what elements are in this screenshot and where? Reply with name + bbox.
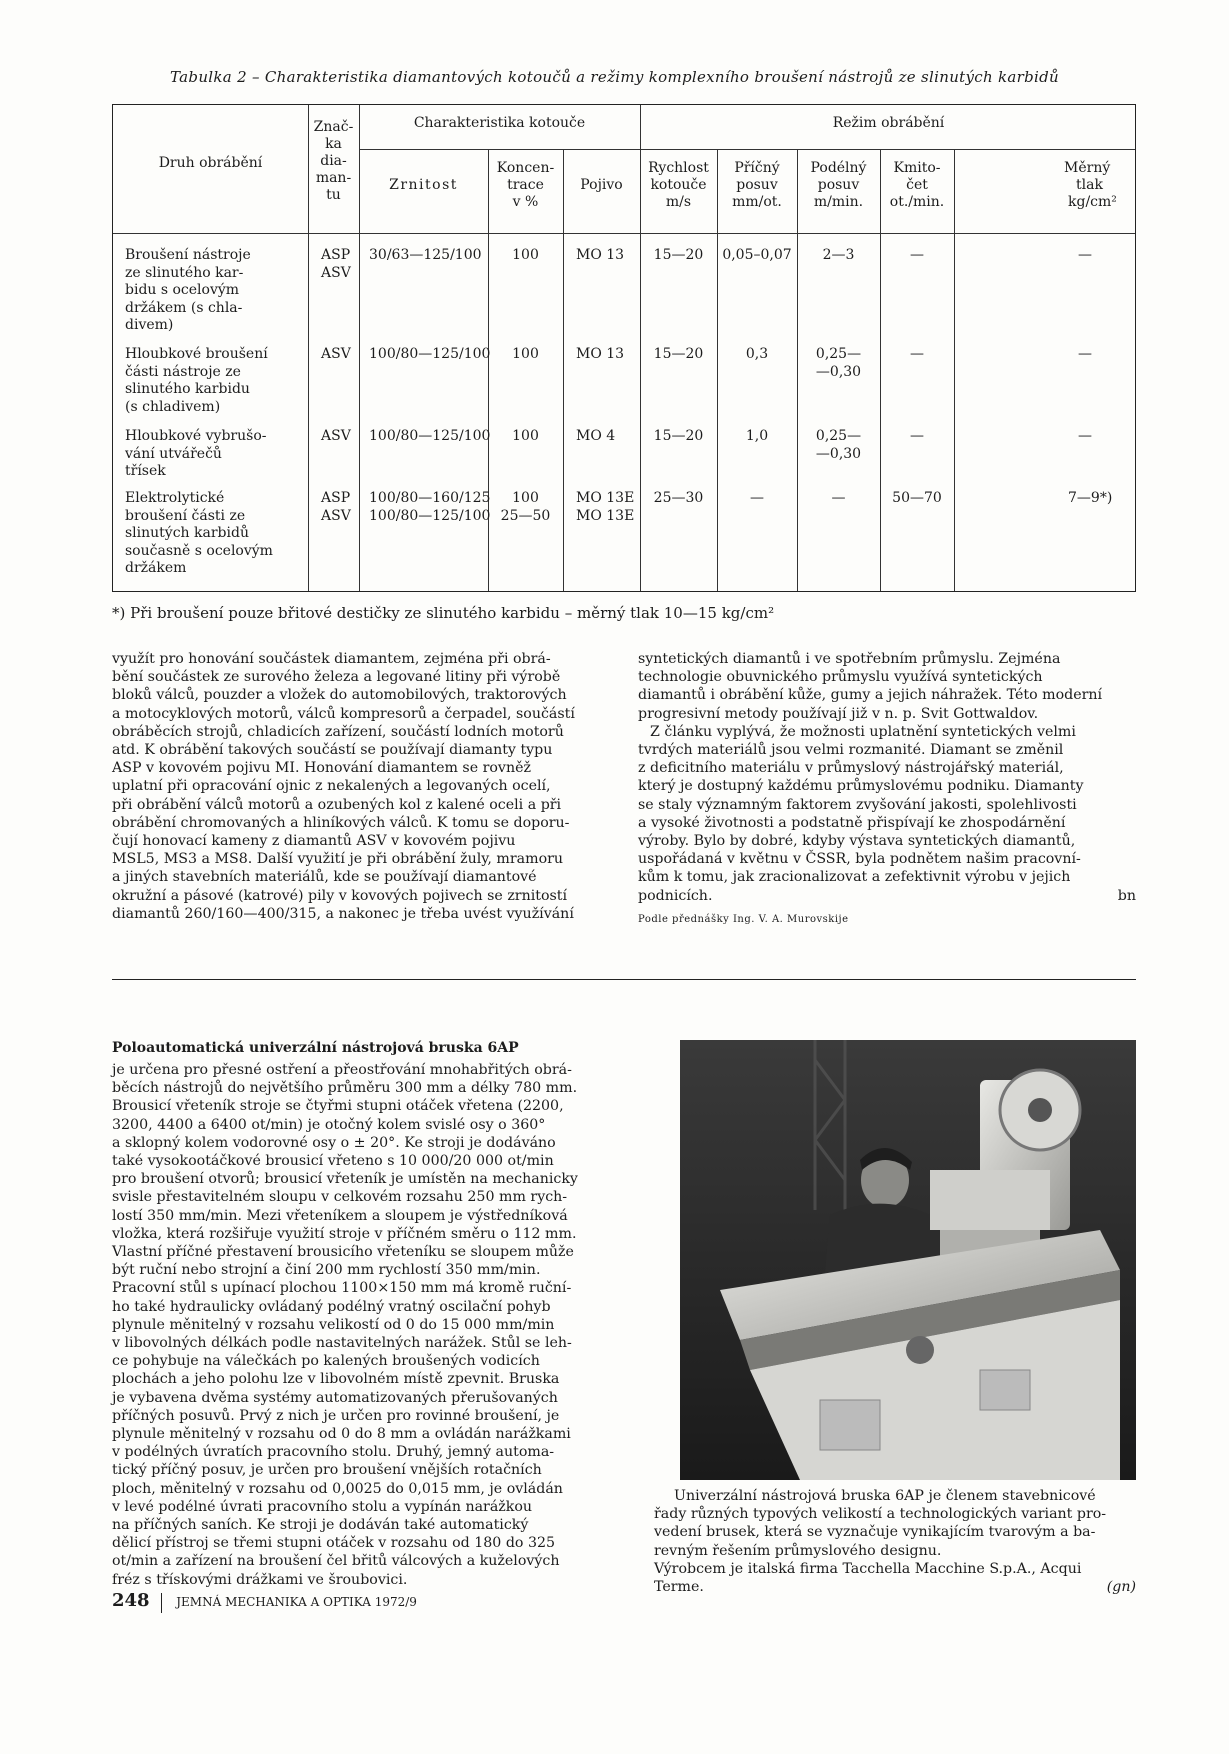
- row3-druh: Hloubkové vybrušo- vání utvářečů třísek: [125, 428, 267, 479]
- row1-druh: Broušení nástroje ze slinutého kar- bidu s ocelovým držákem (s chla- divem): [125, 247, 251, 333]
- grinding-machine-photo: [680, 1040, 1136, 1480]
- row4-merny: 7—9*): [1068, 490, 1113, 506]
- row2-pricny: 0,3: [745, 346, 769, 362]
- row2-kmitocet: —: [910, 346, 924, 362]
- row2-rychlost: 15—20: [653, 346, 704, 362]
- row1-znacka: ASP ASV: [321, 247, 351, 281]
- article2-body: je určena pro přesné ostření a přeostřování mnohabřitých obrá- běcích nástrojů do největšího průměru 300 mm a délky 780 mm. Brousicí vřeteník stroje se čtyřmi stupni otáček vřetena (2200, 3200, 4400 a 6400 ot/min) je otočný kolem svislé osy o 360° a sklopný kolem vodorovné osy o ± 20°. Ke stroji je dodáváno také vysokootáčkové brousicí vřeteno s 10 000/20 000 ot/min pro broušení otvorů; brousicí vřeteník je umístěn na mechanicky svisle přestavitelném sloupu v celkovém rozsahu 250 mm rych- lostí 350 mm/min. Mezi vřeteníkem a sloupem je výstředníková vložka, která rozšiřuje využití stroje v příčném směru o 112 mm. Vlastní příčné přestavení brousicího vřeteníku se sloupem může být ruční nebo strojní a činí 200 mm rychlostí 350 mm/min. Pracovní stůl s upínací plochou 1100×150 mm má kromě ruční- ho také hydraulicky ovládaný podélný vratný oscilační pohyb plynule měnitelný v rozsahu velikostí od 0 do 15 000 mm/min v libovolných délkách podle nastavitelných narážek. Stůl se leh- ce pohybuje na válečkách po kalených broušených vodicích plochách a jeho polohu lze v libovolném místě zpevnit. Bruska je vybavena dvěma systémy automatizovaných přerušovaných příčných posuvů. Prvý z nich je určen pro rovinné broušení, je plynule měnitelný v rozsahu od 0 do 8 mm a ovládán narážkami v podélných úvratích pracovního stolu. Druhý, jemný automa- tický příčný posuv, je určen pro broušení vnějších rotačních ploch, měnitelný v rozsahu od 0,0025 do 0,015 mm, je ovládán v levé podélné úvrati pracovního stolu a vypínán narážkou na příčných saních. Ke stroji je dodáván také automatický dělicí přístroj se třemi stupni otáček v rozsahu od 180 do 325 ot/min a zařízení na broušení čel břitů válcových a kuželových fréz s třískovými drážkami ve šroubovici.: [112, 1062, 578, 1588]
- row2-zrnitost: 100/80—125/100: [369, 346, 491, 362]
- header-pojivo: Pojivo: [580, 177, 623, 193]
- data-table: [112, 104, 1136, 592]
- row4-pojivo: MO 13E MO 13E: [576, 490, 635, 524]
- header-koncentrace: Koncen- trace v %: [496, 160, 555, 210]
- article1-left-column: využít pro honování součástek diamantem, zejména při obrá- bění součástek ze surového železa a legované litiny při výrobě bloků válců, pouzder a vložek do automobilových, traktorových a motocyklových motorů, válců kompresorů a čerpadel, součástí obráběcích strojů, chladicích zařízení, součástí lodních motorů atd. K obrábění takových součástí se používají diamanty typu ASP v kovovém pojivu MI. Honování diamantem se rovněž uplatní při opracování ojnic z nekalených a legovaných ocelí, při obrábění válců motorů a ozubených kol z kalené oceli a při obrábění chromovaných a hliníkových válců. K tomu se doporu- čují honovací kameny z diamantů ASV v kovovém pojivu MSL5, MS3 a MS8. Další využití je při obrábění žuly, mramoru a jiných stavebních materiálů, kde se používají diamantové okružní a pásové (katrové) pily v kovových pojivech se zrnitostí diamantů 260/160—400/315, a nakonec je třeba uvést využívání: [112, 651, 575, 922]
- row2-pojivo: MO 13: [576, 346, 625, 362]
- row3-merny: —: [1078, 428, 1092, 444]
- row4-podelny: —: [831, 490, 846, 506]
- header-zrnitost: Zrnitost: [389, 177, 458, 193]
- row3-kmitocet: —: [910, 428, 924, 444]
- header-znacka: Znač- ka dia- man- tu: [313, 119, 354, 203]
- header-pricny-posuv: Příčný posuv mm/ot.: [732, 160, 782, 210]
- row2-druh: Hloubkové broušení části nástroje ze slinutého karbidu (s chladivem): [125, 346, 268, 415]
- row1-pricny: 0,05–0,07: [722, 247, 792, 263]
- row1-rychlost: 15—20: [653, 247, 704, 263]
- page-number: 248: [112, 1590, 150, 1611]
- table-footnote: *) Při broušení pouze břitové destičky ze slinutého karbidu – měrný tlak 10—15 kg/cm²: [112, 604, 775, 622]
- header-rychlost: Rychlost kotouče m/s: [648, 160, 709, 210]
- article2-title: Poloautomatická univerzální nástrojová bruska 6AP: [112, 1040, 519, 1056]
- row3-koncentrace: 100: [512, 428, 539, 444]
- row3-znacka: ASV: [321, 428, 351, 444]
- row3-rychlost: 15—20: [653, 428, 704, 444]
- row1-merny: —: [1078, 247, 1092, 263]
- row2-podelny: 0,25— —0,30: [815, 346, 862, 380]
- photo-caption: Univerzální nástrojová bruska 6AP je členem stavebnicové řady různých typových velikostí a technologických variant pro- vedení brusek, která se vyznačuje vynikajícím tvarovým a ba- revným řešením průmyslového designu. Výrobcem je italská firma Tacchella Macchine S.p.A., Acqui Terme. (gn): [654, 1488, 1136, 1596]
- row4-rychlost: 25—30: [653, 490, 704, 506]
- row1-kmitocet: —: [910, 247, 924, 263]
- row3-pricny: 1,0: [745, 428, 769, 444]
- row3-pojivo: MO 4: [576, 428, 616, 444]
- row1-koncentrace: 100: [512, 247, 539, 263]
- row1-podelny: 2—3: [822, 247, 855, 263]
- row2-koncentrace: 100: [512, 346, 539, 362]
- row2-merny: —: [1078, 346, 1092, 362]
- row4-zrnitost: 100/80—160/125 100/80—125/100: [369, 490, 491, 524]
- table-caption: Tabulka 2 – Charakteristika diamantových kotoučů a režimy komplexního broušení nástrojů ze slinutých karbidů: [170, 68, 1059, 86]
- header-podelny-posuv: Podélný posuv m/min.: [810, 160, 867, 210]
- article1-right-column: syntetických diamantů i ve spotřebním průmyslu. Zejména technologie obuvnického průmyslu využívá syntetických diamantů i obrábění kůže, gumy a jejich náhražek. Této moderní progresivní metody používají již v n. p. Svit Gottwaldov. Z článku vyplývá, že možnosti uplatnění syntetických velmi tvrdých materiálů jsou velmi rozmanité. Diamant se změnil z deficitního materiálu v průmyslový nástrojářský materiál, který je dostupný každému průmyslovému podniku. Diamanty se staly významným faktorem zvyšování jakosti, spolehlivosti a vysoké životnosti a podstatně přispívají ke zhospodárnění výroby. Bylo by dobré, kdyby výstava syntetických diamantů, uspořádaná v květnu v ČSSR, byla podnětem našim pracovní- kům k tomu, jak zracionalizovat a zefektivnit výrobu v jejich podnicích. bn Podle přednášky Ing. V. A. Murovskije: [638, 650, 1136, 929]
- article1-initials: bn: [1117, 887, 1136, 904]
- row4-koncentrace: 100 25—50: [500, 490, 551, 524]
- row3-zrnitost: 100/80—125/100: [369, 428, 491, 444]
- header-kmitocet: Kmito- čet ot./min.: [889, 160, 945, 210]
- row2-znacka: ASV: [321, 346, 351, 362]
- article1-source: Podle přednášky Ing. V. A. Murovskije: [638, 913, 849, 925]
- row4-pricny: —: [750, 490, 764, 506]
- row4-znacka: ASP ASV: [321, 490, 351, 524]
- row1-pojivo: MO 13: [576, 247, 625, 263]
- journal-name: JEMNÁ MECHANIKA A OPTIKA 1972/9: [176, 1595, 417, 1609]
- header-druh: Druh obrábění: [158, 155, 263, 171]
- photo-credit: (gn): [1106, 1579, 1136, 1596]
- row4-druh: Elektrolytické broušení části ze slinutých karbidů současně s ocelovým držákem: [125, 490, 273, 576]
- header-merny-tlak: Měrný tlak kg/cm²: [1064, 160, 1117, 210]
- header-wheel-characteristics: Charakteristika kotouče: [413, 115, 586, 131]
- page-footer: [112, 1590, 417, 1613]
- row3-podelny: 0,25— —0,30: [815, 428, 862, 462]
- section-divider: [112, 979, 1136, 980]
- row1-zrnitost: 30/63—125/100: [369, 247, 482, 263]
- header-machining-regime: Režim obrábění: [832, 115, 945, 131]
- row4-kmitocet: 50—70: [892, 490, 942, 506]
